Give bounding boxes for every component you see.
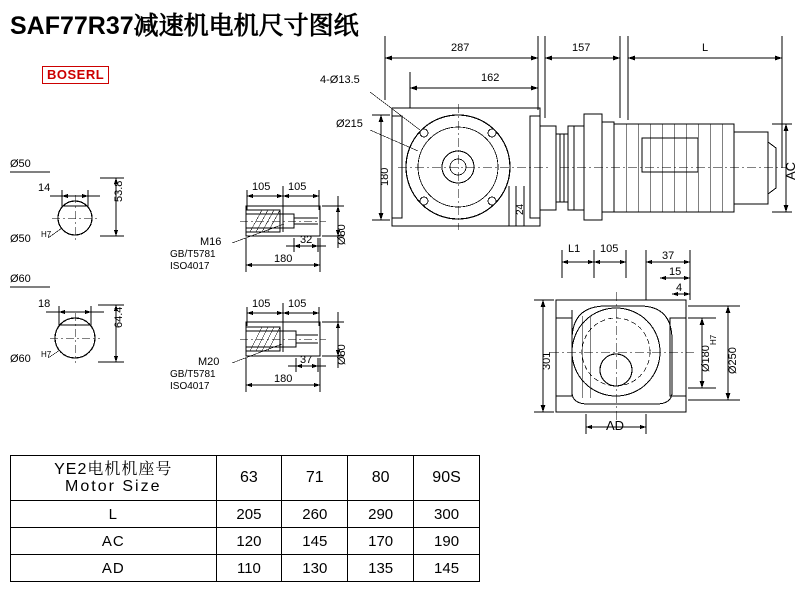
m16-std1: GB/T5781 — [170, 249, 216, 260]
table-header-line1: YE2电机机座号 — [54, 461, 173, 478]
m20-thread: M20 — [198, 356, 220, 368]
side-dia-250: Ø250 — [727, 347, 739, 374]
cell-AD-80: 135 — [348, 555, 414, 582]
table-size-80: 80 — [348, 456, 414, 501]
side-dim-4: 4 — [676, 282, 683, 294]
cell-AD-63: 110 — [216, 555, 282, 582]
cell-AC-90s: 190 — [414, 528, 480, 555]
cell-AD-90s: 145 — [414, 555, 480, 582]
shaft50-height: 53.8 — [113, 180, 125, 202]
m16-thread: M16 — [200, 236, 222, 248]
shaft50-bore: Ø50 — [10, 233, 31, 245]
m20-dim-180: 180 — [274, 373, 293, 385]
shaft50-dia-top: Ø50 — [10, 158, 31, 170]
dim-AC: AC — [783, 161, 798, 180]
cell-L-80: 290 — [348, 501, 414, 528]
m20-dia80: Ø80 — [336, 344, 348, 365]
shaft60-dia-top: Ø60 — [10, 273, 31, 285]
m16-dim-180: 180 — [274, 253, 293, 265]
dim-holes: 4-Ø13.5 — [320, 74, 360, 86]
cell-L-90s: 300 — [414, 501, 480, 528]
cell-AD-71: 130 — [282, 555, 348, 582]
shaft60-key-width: 18 — [38, 298, 51, 310]
table-row — [11, 555, 480, 582]
table-row — [11, 528, 480, 555]
m16-std2: ISO4017 — [170, 261, 210, 272]
row-label-L: L — [11, 501, 217, 528]
side-dim-105: 105 — [600, 243, 619, 255]
dim-180-top: 180 — [379, 167, 391, 186]
table-size-63: 63 — [216, 456, 282, 501]
m20-std1: GB/T5781 — [170, 369, 216, 380]
cell-AC-63: 120 — [216, 528, 282, 555]
m20-dim-37: 37 — [300, 354, 313, 366]
m16-dim-32: 32 — [300, 234, 313, 246]
table-header-row — [11, 456, 480, 501]
page-title: SAF77R37减速机电机尺寸图纸 — [10, 12, 359, 40]
table-header-label — [11, 456, 217, 501]
table-row — [11, 501, 480, 528]
side-dim-15: 15 — [669, 266, 682, 278]
shaft60-height: 64.4 — [113, 306, 125, 328]
dim-162: 162 — [481, 72, 500, 84]
m16-dim-105b: 105 — [288, 181, 307, 193]
dim-287: 287 — [451, 42, 470, 54]
cell-AC-71: 145 — [282, 528, 348, 555]
cell-AC-80: 170 — [348, 528, 414, 555]
m16-dia80: Ø80 — [336, 224, 348, 245]
dim-157: 157 — [572, 42, 591, 54]
brand-logo: BOSERL — [42, 66, 109, 84]
cell-L-63: 205 — [216, 501, 282, 528]
table-header-line2: Motor Size — [65, 478, 162, 495]
table-size-71: 71 — [282, 456, 348, 501]
row-label-AC: AC — [11, 528, 217, 555]
m20-std2: ISO4017 — [170, 381, 210, 392]
side-dim-L1: L1 — [568, 243, 581, 255]
shaft60-bore-fit: H7 — [41, 350, 52, 359]
cell-L-71: 260 — [282, 501, 348, 528]
side-dia-180: Ø180 — [700, 345, 712, 372]
side-dia-180-fit: H7 — [709, 334, 718, 345]
dim-dia215: Ø215 — [336, 118, 363, 130]
dim-L: L — [702, 42, 709, 54]
shaft60-bore: Ø60 — [10, 353, 31, 365]
side-dim-37: 37 — [662, 250, 675, 262]
m20-dim-105a: 105 — [252, 298, 271, 310]
motor-size-table — [10, 455, 480, 582]
m16-dim-105a: 105 — [252, 181, 271, 193]
dim-24: 24 — [515, 203, 526, 215]
m20-dim-105b: 105 — [288, 298, 307, 310]
table-size-90s: 90S — [414, 456, 480, 501]
shaft50-bore-fit: H7 — [41, 230, 52, 239]
side-dim-AD: AD — [606, 418, 625, 433]
shaft50-key-width: 14 — [38, 182, 51, 194]
row-label-AD: AD — [11, 555, 217, 582]
side-dim-301: 301 — [541, 351, 553, 370]
